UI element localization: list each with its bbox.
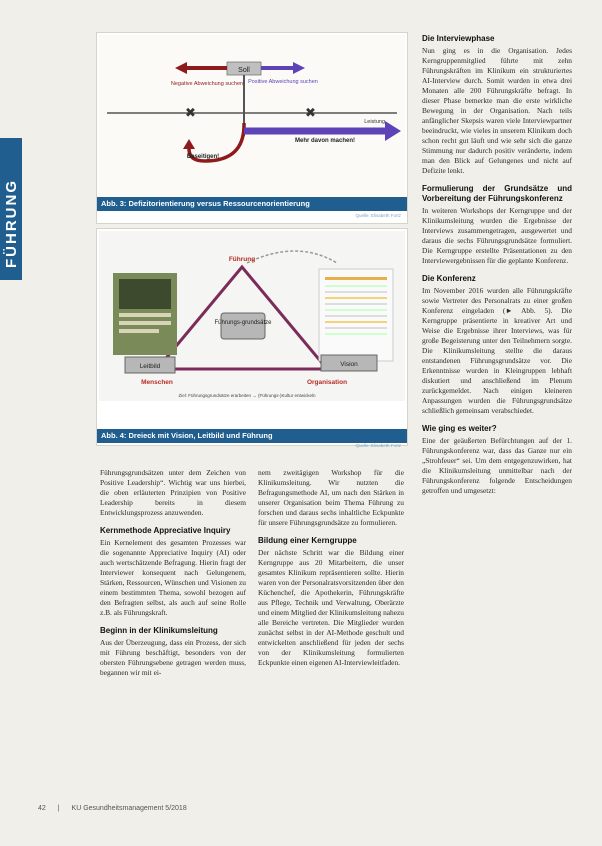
leitbild-label: Leitbild: [139, 363, 161, 370]
heading-kerngruppe: Bildung einer Kerngruppe: [258, 536, 357, 545]
figure-3-diagram: [97, 33, 407, 209]
heading-formulierung: Formulierung der Grundsätze und Vorbereitung der Führungskonferenz: [422, 184, 572, 203]
positive-label: Positive Abweichung suchen: [248, 79, 318, 85]
right-paragraph-2: In weiteren Workshops der Kerngruppe und der Klinikumsleitung wurden die Ergebnisse der Interviews zusammengetragen, ausgewertet und daraus die sechs Führungsgrundsätze formuliert. Die Kerngruppe erstellte Präsentationen zu den Interviewergebnissen für die geplante Konferenz.: [422, 206, 572, 265]
page-number: 42: [38, 805, 46, 812]
middle-paragraph-1: nem zweitägigen Workshop für die Klinikumsleitung. Wir nutzten die Befragungsmethode AI, um nach den Stärken in unserer Organisation beim Thema Führung zu forschen und daraus sechs inhaltliche Eckpunkte für unsere Führungsgrundsätze zu formulieren.: [258, 468, 404, 527]
ziel-label: Ziel: Führungsgrundsätze erarbeiten → (Führungs-)Kultur entwickeln: [178, 393, 316, 398]
figure-4-credit: Quelle: Elisabeth Fortz: [355, 443, 401, 448]
right-column: [422, 34, 572, 496]
figure-3-credit: Quelle: Elisabeth Fortz: [355, 213, 401, 218]
section-tab: [0, 138, 22, 280]
heading-interviewphase: Die Interviewphase: [422, 34, 495, 43]
middle-paragraph-2: Der nächste Schritt war die Bildung einer Kerngruppe aus 20 Mitarbeitern, die unser gesamtes Klinikum repräsentieren sollte. Hierin waren von der Personalratsvorsitzenden über den Küchenchef, die Apothekerin, Führungskräfte aus Pflege, Technik und Verwaltung, Oberärzte und einem Mitglied der Klinikumsleitung nahezu alle Bereiche vertreten. Die Mitglieder wurden zunächst selbst in der AI-Methode geschult und entwickelten anschließend für jeden der sechs von der Klinikumsleitung formulierten Eckpunkte einen eigenen AI-Interviewleitfaden.: [258, 548, 404, 667]
journal-name: KU Gesundheitsmanagement 5/2018: [71, 805, 187, 812]
section-tab-label: FÜHRUNG: [3, 179, 20, 268]
right-paragraph-3: Im November 2016 wurden alle Führungskräfte sowie Vertreter des Personalrats zu einer großen Konferenz eingeladen (► Abb. 5). Die Kerngruppe präsentierte in kreativer Art und Weise die Ergebnisse ihrer Interviews, was für große Begeisterung unter den Teilnehmern sorgte. Die Klinikumsleitung stellte die daraus entstandenen Führungsgrundsätze vor. Die Erkenntnisse wurden in Kleingruppen lebhaft diskutiert und anschließend im Plenum zurückgemeldet. Nach einigen kleineren Anpassungen wurden die Führungsgrundsätze schließlich gemeinsam verabschiedet.: [422, 286, 572, 415]
negative-label: Negative Abweichung suchen: [170, 81, 244, 87]
leistung-label: Leistung: [364, 119, 385, 125]
page-footer: [38, 805, 187, 812]
organisation-label: Organisation: [306, 379, 348, 386]
soll-label: Soll: [238, 67, 250, 74]
fuehrung-label: Führung: [228, 256, 256, 263]
left-paragraph-2: Ein Kernelement des gesamten Prozesses war die sogenannte Appreciative Inquiry (AI) oder auch wertschätzende Befragung. Hierin fragt der Interviewer konsequent nach Gelungenem, Stärken, Ressourcen, Wünschen und Visionen zu einem bestimmten Thema, sowohl bezogen auf den Befragten selbst, als auch auf seine Rolle z.B. als Führungskraft.: [100, 538, 246, 617]
left-paragraph-3: Aus der Überzeugung, dass ein Prozess, der sich mit Führung beschäftigt, besonders von der obersten Führungsebene getragen werden muss, begannen wir mit ei-: [100, 638, 246, 677]
figure-3-caption: Abb. 3: Defizitorientierung versus Ressourcenorientierung: [97, 197, 407, 211]
heading-beginn: Beginn in der Klinikumsleitung: [100, 626, 218, 635]
heading-kernmethode: Kernmethode Appreciative Inquiry: [100, 526, 231, 535]
middle-column: [258, 468, 404, 668]
right-paragraph-4: Eine der geäußerten Befürchtungen auf der 1. Führungskonferenz war, dass das Ganze nur ein „Strohfeuer“ sei. Um dem entgegenzuwirken, hat die Klinikumsleitung unmittelbar nach der Führungskonferenz folgende Entscheidungen getroffen und umgesetzt:: [422, 436, 572, 495]
grundsaetze-box: [221, 313, 265, 339]
right-paragraph-1: Nun ging es in die Organisation. Jedes Kerngruppenmitglied führte mit zehn Führungskräften im Klinikum ein strukturiertes AI-Interview durch. Somit wurden in etwa drei Monaten alle 200 Führungskräfte befragt. In dieser Phase bemerkte man die erste wirkliche Bewegung in der Organisation. Nach teils anfänglicher Skepsis waren viele Interviewpartner beeindruckt, wie vieles in unserem Klinikum doch schon recht gut läuft und wie sehr sich die ganze Stimmung nur dadurch positiv veränderte, indem man den Blick auf Gelungenes und nicht auf Defizite lenkt.: [422, 46, 572, 175]
vision-label: Vision: [340, 361, 358, 368]
figure-4-caption: Abb. 4: Dreieck mit Vision, Leitbild und Führung: [97, 429, 407, 443]
x-mark-left: ✖: [185, 105, 196, 120]
mehr-label: Mehr davon machen!: [294, 138, 356, 144]
left-paragraph-1: Führungsgrundsätzen unter dem Zeichen von Positive Leadership“. Wichtig war uns hierbei, die oben erläuterten Prinzipien von Positive Leadership bereits in diesem Entwicklungsprozess anzuwenden.: [100, 468, 246, 517]
figure-3: [96, 32, 408, 224]
grundsaetze-label: Führungs-grundsätze: [214, 320, 272, 326]
heading-weiter: Wie ging es weiter?: [422, 424, 497, 433]
figure-4: [96, 228, 408, 446]
left-column: [100, 468, 246, 678]
menschen-label: Menschen: [141, 379, 173, 386]
heading-konferenz: Die Konferenz: [422, 274, 476, 283]
footer-separator: |: [57, 805, 60, 812]
figure-4-diagram: [97, 229, 407, 403]
x-mark-right: ✖: [305, 105, 316, 120]
beseitigen-label: Beseitigen!: [186, 154, 220, 160]
